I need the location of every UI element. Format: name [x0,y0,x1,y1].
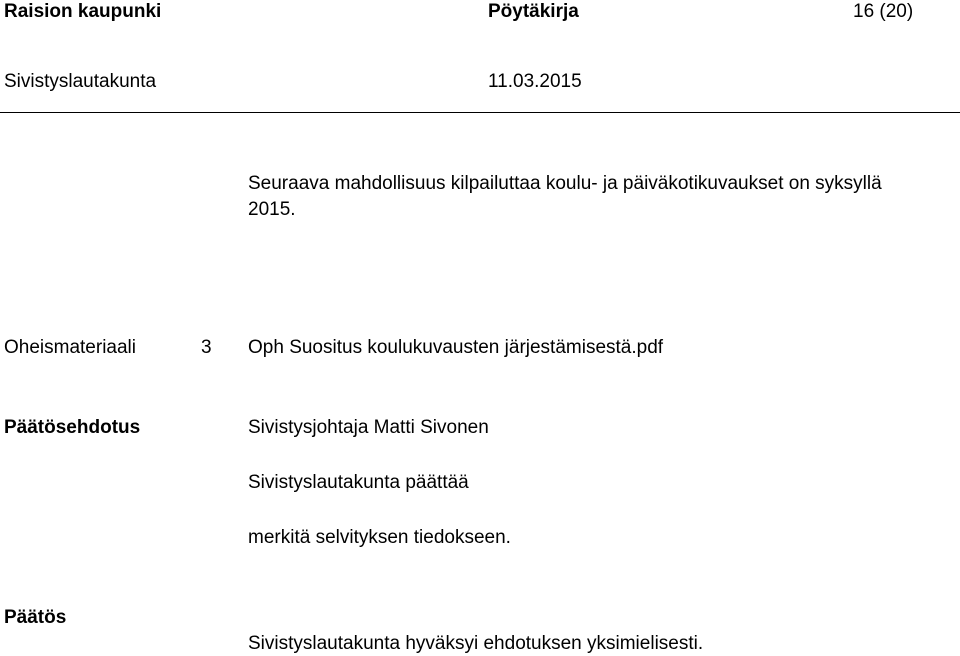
header-divider [0,112,960,113]
body-name: Sivistyslautakunta [4,71,157,92]
attachment-number: 3 [201,337,212,358]
meeting-date: 11.03.2015 [488,71,582,92]
paragraph-line-2: 2015. [248,199,296,220]
document-type: Pöytäkirja [488,1,579,22]
page-number: 16 (20) [853,1,914,22]
attachment-label: Oheismateriaali [4,337,136,358]
paragraph-line-1: Seuraava mahdollisuus kilpailuttaa koulu- ja päiväkotikuvaukset on syksyllä [248,173,882,194]
organization-name: Raision kaupunki [4,1,162,22]
proposal-line-2: merkitä selvityksen tiedokseen. [248,527,511,548]
proposal-label: Päätösehdotus [4,417,141,438]
proposal-presenter: Sivistysjohtaja Matti Sivonen [248,417,489,438]
proposal-line-1: Sivistyslautakunta päättää [248,472,469,493]
decision-label: Päätös [4,607,67,628]
attachment-title: Oph Suositus koulukuvausten järjestämisestä.pdf [248,337,664,358]
decision-text: Sivistyslautakunta hyväksyi ehdotuksen yksimielisesti. [248,633,704,654]
